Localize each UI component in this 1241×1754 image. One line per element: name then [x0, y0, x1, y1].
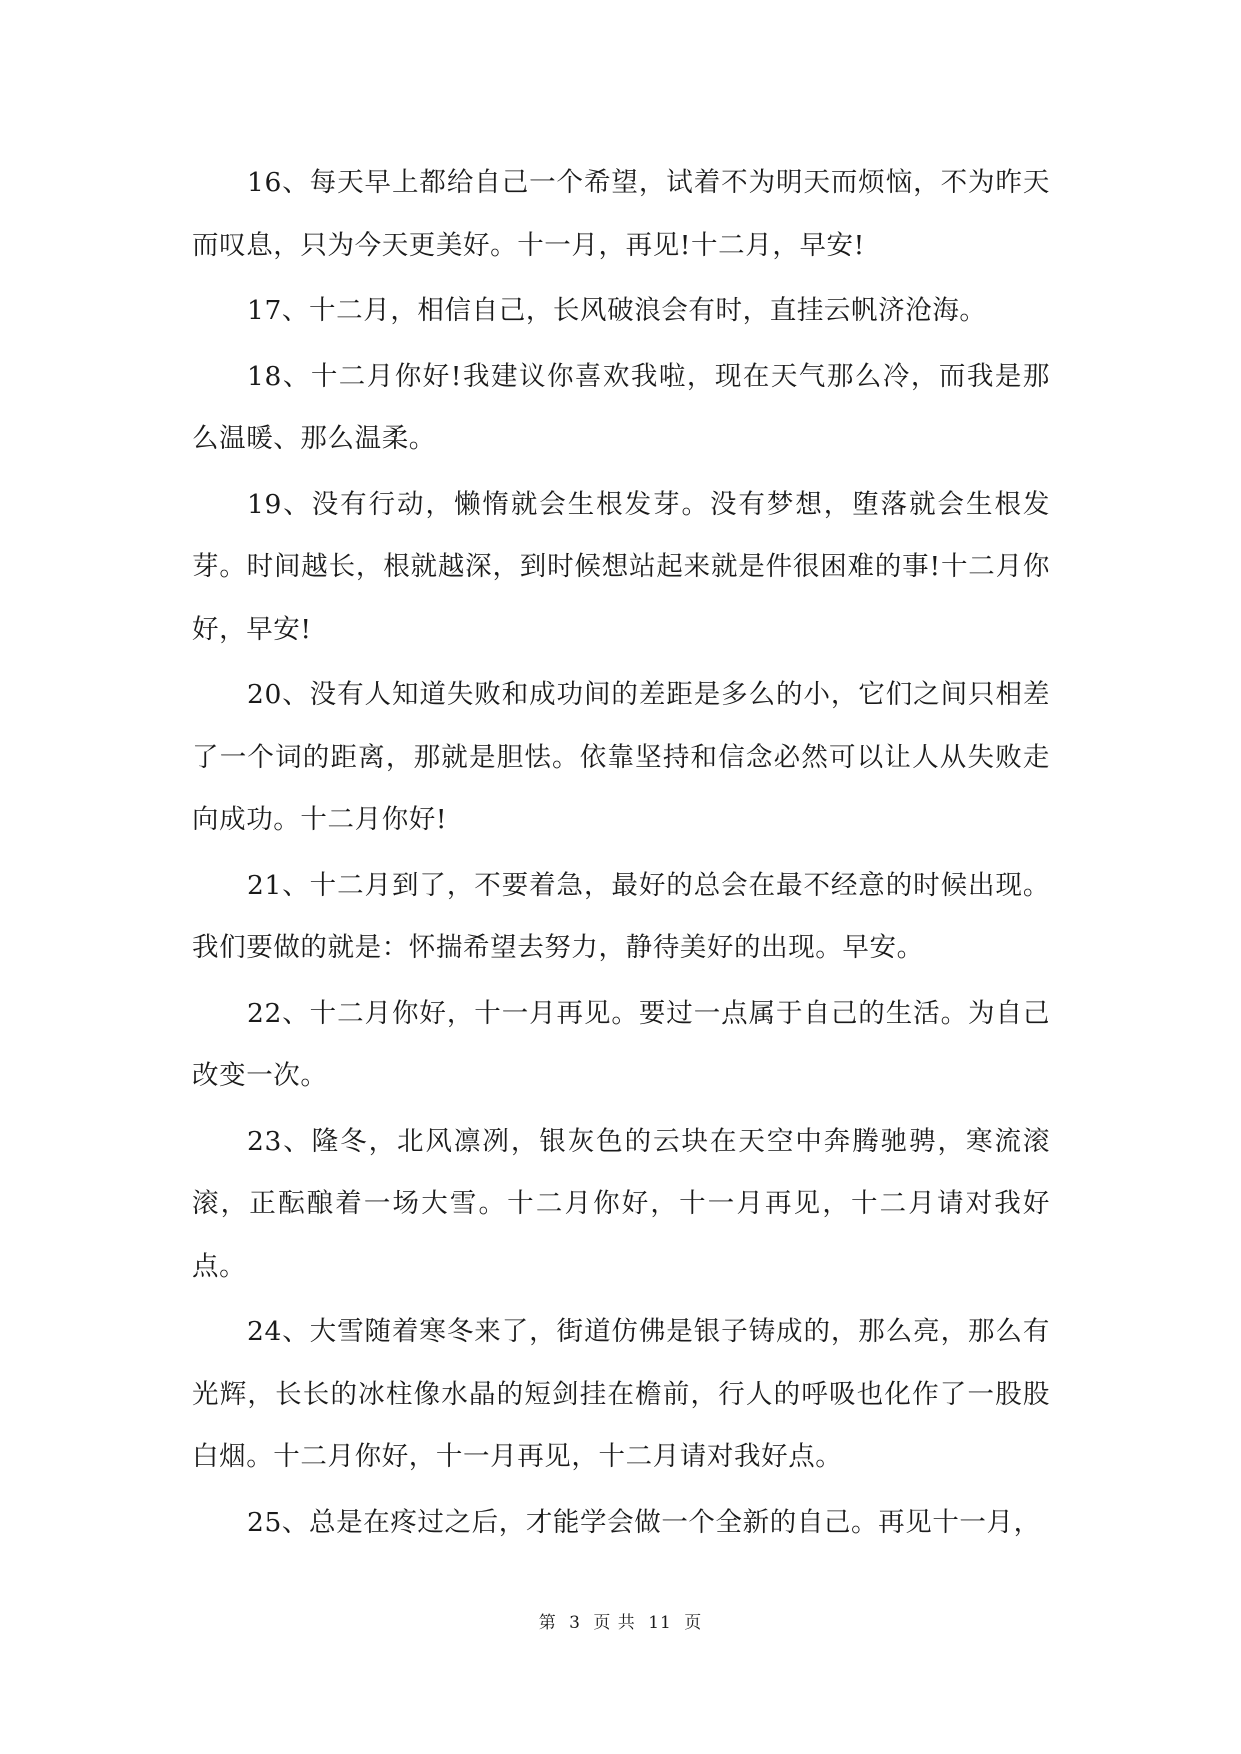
paragraph-23: 23、隆冬，北风凛冽，银灰色的云块在天空中奔腾驰骋，寒流滚滚，正酝酿着一场大雪。十二月你好，十一月再见，十二月请对我好点。: [192, 1125, 1050, 1282]
paragraph-18: 18、十二月你好!我建议你喜欢我啦，现在天气那么冷，而我是那么温暖、那么温柔。: [192, 360, 1050, 454]
paragraph-22: 22、十二月你好，十一月再见。要过一点属于自己的生活。为自己改变一次。: [192, 997, 1050, 1091]
paragraph-16: 16、每天早上都给自己一个希望，试着不为明天而烦恼，不为昨天而叹息，只为今天更美好。十一月，再见!十二月，早安!: [192, 167, 1050, 261]
footer-middle: 页 共: [593, 1613, 636, 1633]
paragraph-21: 21、十二月到了，不要着急，最好的总会在最不经意的时候出现。我们要做的就是：怀揣希望去努力，静待美好的出现。早安。: [192, 869, 1050, 963]
footer-prefix: 第: [538, 1613, 557, 1633]
page-footer: [0, 1611, 1241, 1635]
document-body: [192, 152, 1050, 1557]
footer-total-pages: 11: [648, 1613, 672, 1633]
footer-page-number: 3: [569, 1613, 581, 1633]
paragraph-25: 25、总是在疼过之后，才能学会做一个全新的自己。再见十一月，: [247, 1506, 1041, 1538]
paragraph-17: 17、十二月，相信自己，长风破浪会有时，直挂云帆济沧海。: [247, 295, 987, 326]
paragraph-20: 20、没有人知道失败和成功间的差距是多么的小，它们之间只相差了一个词的距离，那就是胆怯。依靠坚持和信念必然可以让人从失败走向成功。十二月你好!: [192, 679, 1050, 835]
footer-suffix: 页: [684, 1613, 703, 1633]
paragraph-19: 19、没有行动，懒惰就会生根发芽。没有梦想，堕落就会生根发芽。时间越长，根就越深，到时候想站起来就是件很困难的事!十二月你好，早安!: [192, 488, 1050, 645]
paragraph-24: 24、大雪随着寒冬来了，街道仿佛是银子铸成的，那么亮，那么有光辉，长长的冰柱像水晶的短剑挂在檐前，行人的呼吸也化作了一股股白烟。十二月你好，十一月再见，十二月请对我好点。: [192, 1316, 1050, 1472]
